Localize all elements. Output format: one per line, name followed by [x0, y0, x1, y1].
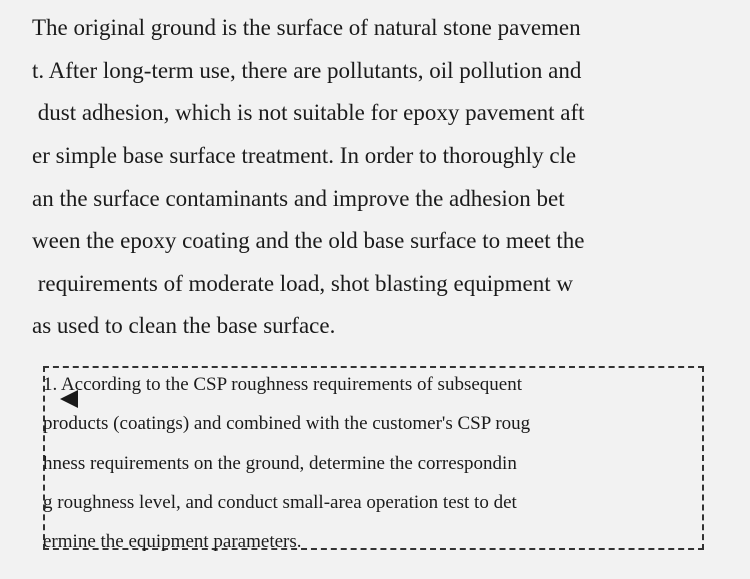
selected-line-1: 1. According to the CSP roughness requirements of subsequent [43, 374, 522, 395]
paragraph-line-2: t. After long-term use, there are pollutants, oil pollution and [32, 58, 582, 83]
selected-line-5: ermine the equipment parameters. [43, 531, 302, 552]
paragraph-line-5: an the surface contaminants and improve the adhesion bet [32, 186, 565, 211]
paragraph-line-1: The original ground is the surface of natural stone pavemen [32, 15, 581, 40]
left-pointing-triangle-icon [60, 390, 78, 408]
paragraph-line-3: dust adhesion, which is not suitable for epoxy pavement aft [32, 100, 585, 125]
selected-line-4: g roughness level, and conduct small-area operation test to det [43, 492, 517, 513]
selected-line-2: products (coatings) and combined with the customer's CSP roug [43, 413, 531, 434]
paragraph-line-4: er simple base surface treatment. In order to thoroughly cle [32, 143, 577, 168]
paragraph-line-7: requirements of moderate load, shot blasting equipment w [32, 271, 574, 296]
selected-line-3: hness requirements on the ground, determine the correspondin [43, 453, 517, 474]
paragraph-line-6: ween the epoxy coating and the old base surface to meet the [32, 228, 585, 253]
paragraph-line-8: as used to clean the base surface. [32, 313, 336, 338]
